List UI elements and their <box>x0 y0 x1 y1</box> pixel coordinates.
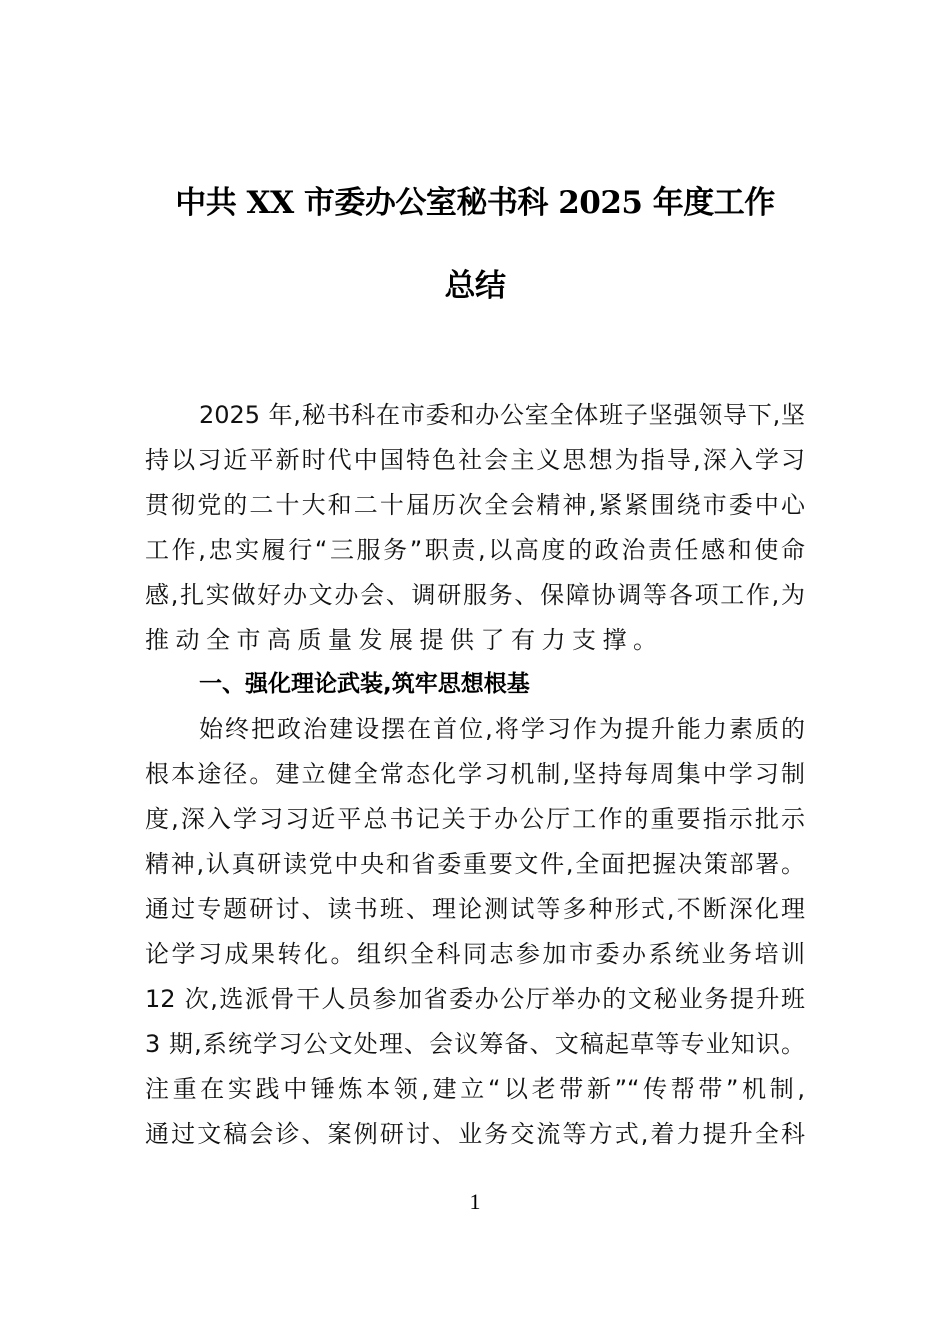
body-line: 通过专题研讨、读书班、理论测试等多种形式,不断深化理 <box>145 895 805 923</box>
body-line: 感,扎实做好办文办会、调研服务、保障协调等各项工作,为 <box>145 581 805 609</box>
body-line: 2025 年,秘书科在市委和办公室全体班子坚强领导下,坚 <box>199 401 805 429</box>
body-line: 工作,忠实履行“三服务”职责,以高度的政治责任感和使命 <box>145 536 805 564</box>
body-line: 度,深入学习习近平总书记关于办公厅工作的重要指示批示 <box>145 805 805 833</box>
body-line: 注重在实践中锤炼本领,建立“以老带新”“传帮带”机制, <box>145 1075 805 1103</box>
section-heading: 一、强化理论武装,筑牢思想根基 <box>199 671 530 697</box>
body-line: 始终把政治建设摆在首位,将学习作为提升能力素质的 <box>199 715 805 743</box>
body-line: 论学习成果转化。组织全科同志参加市委办系统业务培训 <box>145 940 805 968</box>
document-title-line-2: 总结 <box>444 268 506 304</box>
body-line: 持以习近平新时代中国特色社会主义思想为指导,深入学习 <box>145 446 805 474</box>
body-line: 精神,认真研读党中央和省委重要文件,全面把握决策部署。 <box>145 850 805 878</box>
body-line: 贯彻党的二十大和二十届历次全会精神,紧紧围绕市委中心 <box>145 491 805 519</box>
page-number: 1 <box>469 1189 481 1214</box>
body-line: 3 期,系统学习公文处理、会议筹备、文稿起草等专业知识。 <box>145 1030 805 1058</box>
body-line: 12 次,选派骨干人员参加省委办公厅举办的文秘业务提升班 <box>145 985 805 1013</box>
body-line: 推动全市高质量发展提供了有力支撑。 <box>145 626 664 654</box>
body-line: 根本途径。建立健全常态化学习机制,坚持每周集中学习制 <box>145 760 805 788</box>
body-line: 通过文稿会诊、案例研讨、业务交流等方式,着力提升全科 <box>145 1120 805 1148</box>
document-title-line-1: 中共 XX 市委办公室秘书科 2025 年度工作 <box>175 185 775 221</box>
